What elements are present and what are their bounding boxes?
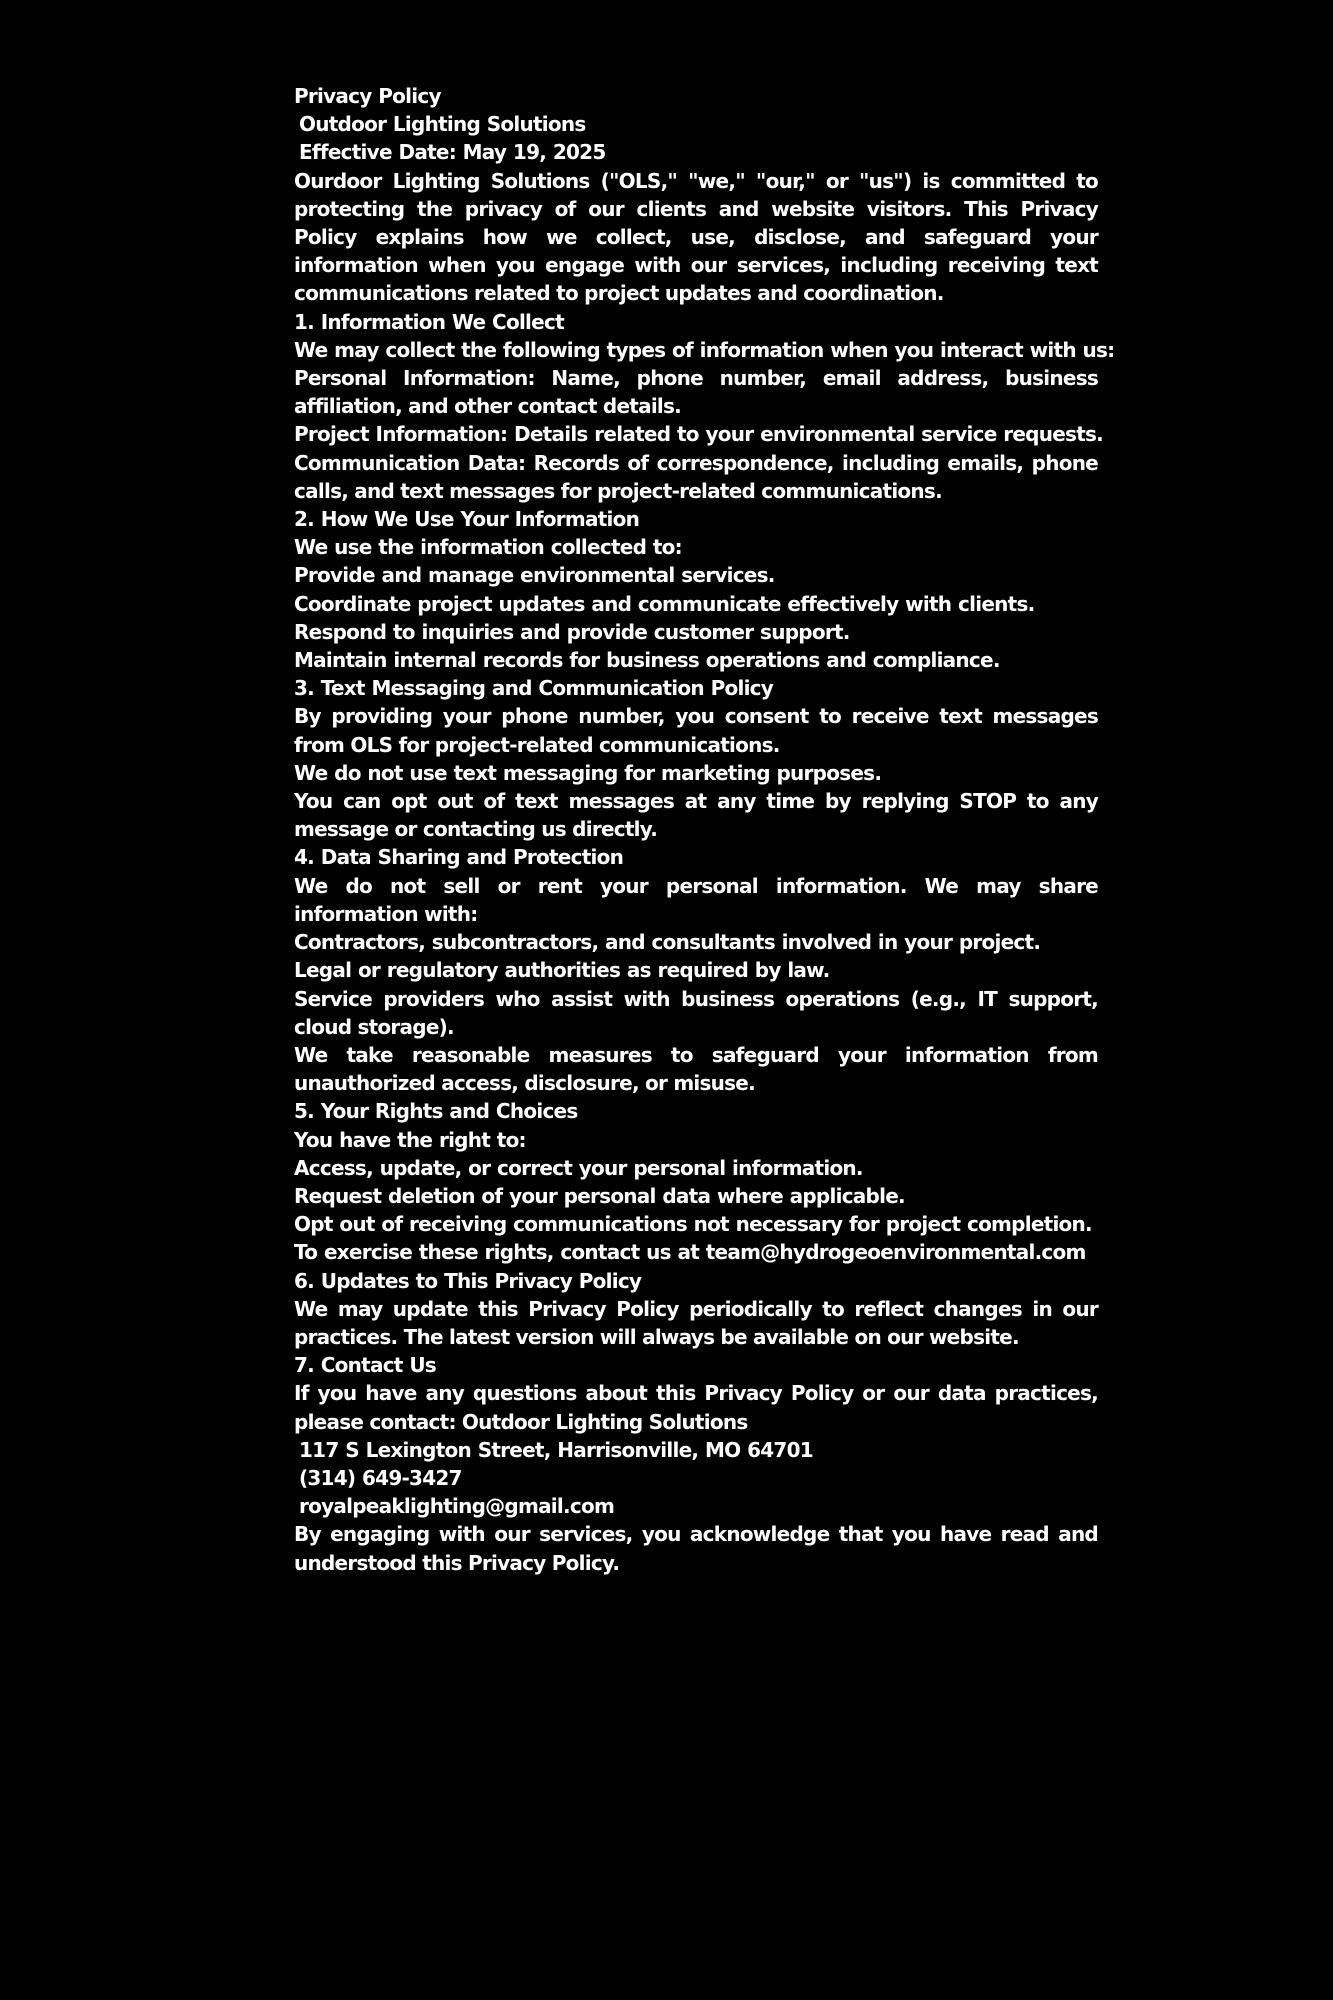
contact-email: [294, 1492, 1098, 1520]
section-heading: 2. How We Use Your Information: [294, 507, 640, 532]
list-item: Legal or regulatory authorities as required by law.: [294, 958, 830, 983]
section-heading: 1. Information We Collect: [294, 309, 564, 334]
section-heading: 5. Your Rights and Choices: [294, 1099, 578, 1124]
exercise-rights-text: To exercise these rights, contact us at: [294, 1240, 706, 1265]
list-item: Respond to inquiries and provide customer support.: [294, 619, 850, 644]
section-lead: We use the information collected to:: [294, 535, 682, 560]
team-email-link[interactable]: team@hydrogeoenvironmental.com: [705, 1240, 1086, 1265]
section-contact-us: [294, 1351, 1098, 1520]
intro-paragraph: Ourdoor Lighting Solutions ("OLS," "we," "our," or "us") is committed to protecting the privacy of our clients and website visitors. This Privacy Policy explains how we collect, use, disclose, and safeguard your information when you engage with our services, including receiving text communications related to project updates and coordination.: [294, 168, 1098, 306]
section-your-rights: [294, 1097, 1098, 1266]
section-lead: We do not sell or rent your personal information. We may share information with:: [294, 873, 1098, 926]
list-item: Coordinate project updates and communicate effectively with clients.: [294, 591, 1035, 616]
section-lead: We may collect the following types of information when you interact with us:: [294, 337, 1115, 362]
list-item: Service providers who assist with business operations (e.g., IT support, cloud storage).: [294, 986, 1098, 1039]
section-information-we-collect: [294, 308, 1115, 505]
contact-email-link[interactable]: royalpeaklighting@gmail.com: [299, 1494, 615, 1519]
contact-paragraph: If you have any questions about this Privacy Policy or our data practices, please contact: Outdoor Lighting Solutions: [294, 1381, 1098, 1434]
personal-information-item: Personal Information: Name, phone number, email address, business affiliation, and other contact details.: [294, 366, 1098, 419]
list-item: Contractors, subcontractors, and consultants involved in your project.: [294, 930, 1041, 955]
closing-paragraph: By engaging with our services, you acknowledge that you have read and understood this Privacy Policy.: [294, 1522, 1098, 1575]
list-item: Provide and manage environmental services.: [294, 563, 775, 588]
communication-data-item: Communication Data: Records of correspondence, including emails, phone calls, and text messages for project-related communications.: [294, 450, 1098, 503]
list-item: Maintain internal records for business operations and compliance.: [294, 648, 1000, 673]
no-marketing-item: We do not use text messaging for marketing purposes.: [294, 760, 882, 785]
safeguard-statement: We take reasonable measures to safeguard your information from unauthorized access, disclosure, or misuse.: [294, 1042, 1098, 1096]
section-lead: You have the right to:: [294, 1127, 526, 1152]
project-information-item: Project Information: Details related to your environmental service requests.: [294, 422, 1104, 447]
page-title: Privacy Policy: [294, 84, 441, 108]
section-text-messaging: [294, 674, 1098, 843]
section-how-we-use: [294, 505, 1098, 674]
section-updates: [294, 1267, 1098, 1352]
contact-phone: (314) 649-3427: [299, 1465, 462, 1490]
consent-item: By providing your phone number, you consent to receive text messages from OLS for project-related communications.: [294, 704, 1098, 757]
opt-out-item: You can opt out of text messages at any time by replying STOP to any message or contacting us directly.: [294, 789, 1098, 842]
contact-address: 117 S Lexington Street, Harrisonville, MO 64701: [299, 1437, 813, 1462]
list-item: Opt out of receiving communications not necessary for project completion.: [294, 1212, 1092, 1237]
exercise-rights-line: [294, 1238, 1098, 1266]
section-heading: 7. Contact Us: [294, 1353, 436, 1378]
section-data-sharing: [294, 843, 1098, 1097]
section-heading: 3. Text Messaging and Communication Policy: [294, 676, 774, 701]
list-item: Access, update, or correct your personal information.: [294, 1155, 863, 1180]
section-heading: 4. Data Sharing and Protection: [294, 845, 624, 870]
privacy-policy-document: [294, 82, 1115, 1577]
updates-paragraph: We may update this Privacy Policy periodically to reflect changes in our practices. The latest version will always be available on our website.: [294, 1296, 1098, 1349]
effective-date: Effective Date: May 19, 2025: [299, 140, 606, 165]
section-heading: 6. Updates to This Privacy Policy: [294, 1268, 642, 1293]
company-name: Outdoor Lighting Solutions: [299, 112, 586, 137]
list-item: Request deletion of your personal data where applicable.: [294, 1183, 905, 1208]
